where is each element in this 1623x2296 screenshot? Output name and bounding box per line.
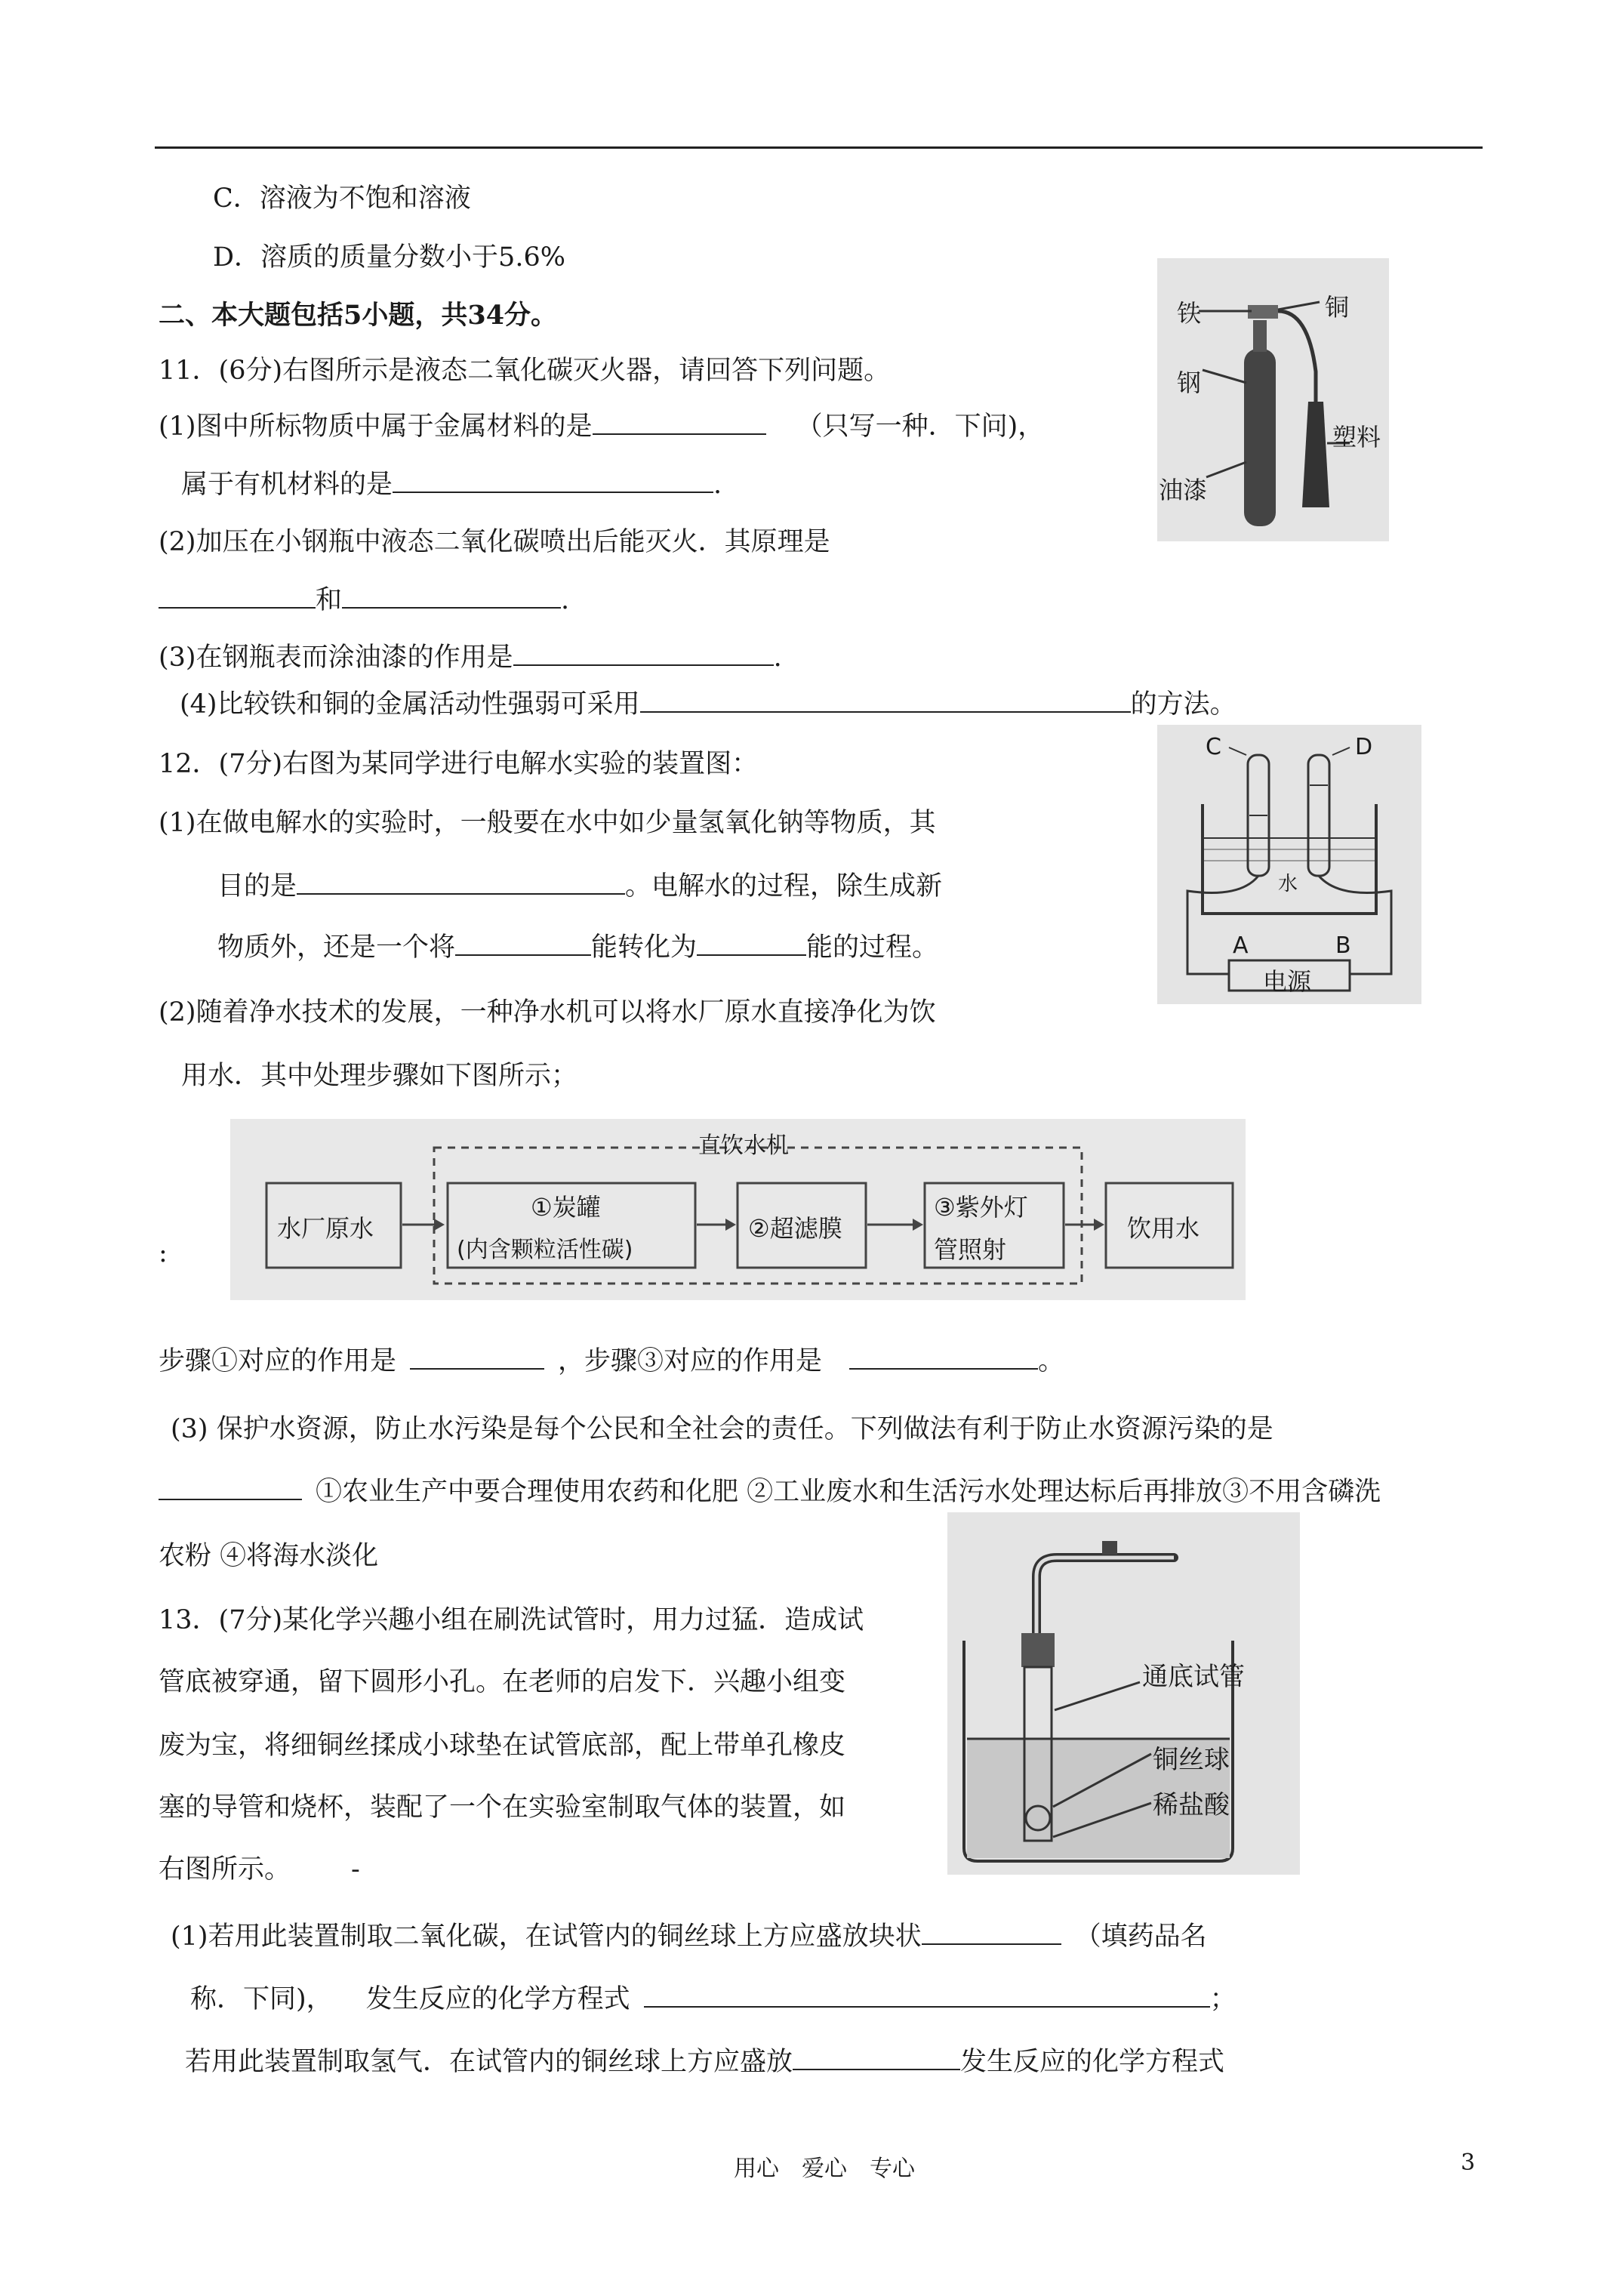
section-heading: 二、本大题包括5小题，共34分。 xyxy=(159,300,558,331)
q12-part1-purpose xyxy=(217,865,942,903)
gas-generator-figure xyxy=(947,1512,1300,1875)
q13-hydrogen-text: 若用此装置制取氢气．在试管内的铜丝球上方应盛放 xyxy=(185,2047,793,2077)
q13-part1 xyxy=(171,1915,1207,1953)
answer-blank[interactable] xyxy=(410,1345,544,1370)
q12-steps xyxy=(159,1340,1064,1378)
answer-blank[interactable] xyxy=(793,2046,960,2070)
q11-organic-end: . xyxy=(713,470,722,500)
q12-purpose-text: 目的是 xyxy=(217,871,297,901)
answer-blank[interactable] xyxy=(922,1921,1061,1945)
flow-step3-note: 管照射 xyxy=(934,1235,1007,1264)
q10-option-c: C．溶液为不饱和溶液 xyxy=(213,183,471,214)
flow-colon: : xyxy=(159,1238,168,1268)
fire-extinguisher-figure xyxy=(1157,258,1389,541)
label-d: D xyxy=(1355,734,1373,760)
answer-blank[interactable] xyxy=(593,411,766,435)
q13-part1-text: (1)若用此装置制取二氧化碳，在试管内的铜丝球上方应盛放块状 xyxy=(171,1922,922,1952)
answer-blank[interactable] xyxy=(644,1983,1210,2008)
q11-part4-text: (4)比较铁和铜的金属活动性强弱可采用 xyxy=(180,689,640,720)
q12-part3-options-end: 农粉 ④将海水淡化 xyxy=(159,1541,379,1571)
q13-dash: - xyxy=(351,1854,360,1885)
q13-part1-equation xyxy=(190,1978,1236,2016)
q12-energy-end: 能的过程。 xyxy=(806,932,939,963)
label-power: 电源 xyxy=(1263,967,1312,996)
q12-part3: (3) 保护水资源，防止水污染是每个公民和全社会的责任。下列做法有利于防止水资源污染的是 xyxy=(171,1414,1273,1444)
label-water: 水 xyxy=(1278,873,1298,895)
flow-step1-note: (内含颗粒活性碳) xyxy=(457,1237,633,1263)
answer-blank[interactable] xyxy=(455,932,591,956)
label-c: C xyxy=(1206,734,1221,760)
q12-part3-options xyxy=(159,1471,1381,1509)
label-copper-ball: 铜丝球 xyxy=(1153,1745,1230,1775)
q11-part3 xyxy=(159,636,782,674)
q13-line3: 废为宝，将细铜丝揉成小球垫在试管底部，配上带单孔橡皮 xyxy=(159,1730,846,1761)
label-a: A xyxy=(1233,932,1249,959)
q13-part1-hydrogen xyxy=(185,2041,1224,2079)
q13-line1: 13．(7分)某化学兴趣小组在刷洗试管时，用力过猛．造成试 xyxy=(159,1605,864,1635)
q11-part2-end: . xyxy=(561,585,570,615)
answer-blank[interactable] xyxy=(159,584,316,609)
label-dilute-hcl: 稀盐酸 xyxy=(1153,1790,1230,1820)
q12-step-a: 步骤①对应的作用是 xyxy=(159,1346,397,1376)
q11-part1-organic xyxy=(181,464,722,501)
q13-hydrogen-tail: 发生反应的化学方程式 xyxy=(960,2047,1225,2077)
answer-blank[interactable] xyxy=(159,1476,302,1500)
answer-blank[interactable] xyxy=(342,584,561,609)
label-steel: 钢 xyxy=(1177,368,1202,397)
q12-stem: 12．(7分)右图为某同学进行电解水实验的装置图： xyxy=(159,749,759,779)
flow-raw-water: 水厂原水 xyxy=(277,1214,374,1243)
q12-part1-energy xyxy=(217,926,938,964)
q11-part2-answers xyxy=(159,579,569,617)
q12-part2: (2)随着净水技术的发展，一种净水机可以将水厂原水直接净化为饮 xyxy=(159,997,936,1028)
q11-organic-text: 属于有机材料的是 xyxy=(181,470,393,500)
answer-blank[interactable] xyxy=(513,642,774,666)
flow-group-label: 直饮水机 xyxy=(698,1133,789,1159)
electrolysis-figure xyxy=(1157,725,1421,1004)
header-rule xyxy=(155,146,1483,149)
label-plastic: 塑料 xyxy=(1332,423,1381,451)
label-b: B xyxy=(1335,932,1351,959)
q12-step-end: 。 xyxy=(1038,1346,1065,1376)
label-copper: 铜 xyxy=(1325,293,1350,322)
q13-line5 xyxy=(159,1848,360,1886)
q13-line4: 塞的导管和烧杯，装配了一个在实验室制取气体的装置，如 xyxy=(159,1792,846,1823)
q13-line2: 管底被穿通，留下圆形小孔。在老师的启发下．兴趣小组变 xyxy=(159,1667,846,1697)
q12-energy-text: 物质外，还是一个将 xyxy=(217,932,456,963)
answer-blank[interactable] xyxy=(297,871,625,895)
q11-part1-text: (1)图中所标物质中属于金属材料的是 xyxy=(159,411,593,442)
cylinder-shape xyxy=(1244,349,1276,526)
footer-motto: 用心 爱心 专心 xyxy=(734,2156,915,2182)
flow-drinking-water: 饮用水 xyxy=(1127,1214,1200,1243)
answer-blank[interactable] xyxy=(697,932,806,956)
q11-part1 xyxy=(159,405,1044,443)
q12-options-text: ①农业生产中要合理使用农药和化肥 ②工业废水和生活污水处理达标后再排放③不用含磷洗 xyxy=(316,1477,1381,1507)
q12-part1: (1)在做电解水的实验时，一般要在水中如少量氢氧化钠等物质，其 xyxy=(159,808,936,838)
q12-energy-mid: 能转化为 xyxy=(591,932,698,963)
q13-equation-end: ； xyxy=(1209,1984,1236,2014)
page-number: 3 xyxy=(1461,2150,1476,2176)
q10-option-d: D．溶质的质量分数小于5.6% xyxy=(213,242,565,273)
flow-step1-title: ①炭罐 xyxy=(531,1193,601,1222)
answer-blank[interactable] xyxy=(393,469,713,493)
q11-part3-end: . xyxy=(773,643,782,673)
q12-step-b: ，步骤③对应的作用是 xyxy=(558,1346,823,1376)
q11-part2: (2)加压在小钢瓶中液态二氧化碳喷出后能灭火．其原理是 xyxy=(159,527,830,557)
label-paint: 油漆 xyxy=(1159,476,1208,504)
q13-name-note: 称．下同)， xyxy=(190,1984,333,2014)
q11-part4 xyxy=(180,683,1236,721)
q12-part2-b: 用水．其中处理步骤如下图所示； xyxy=(181,1061,578,1091)
q11-part1-note: （只写一种．下问)， xyxy=(796,411,1045,442)
q11-part3-text: (3)在钢瓶表而涂油漆的作用是 xyxy=(159,643,513,673)
q13-equation-text: 发生反应的化学方程式 xyxy=(365,1984,630,2014)
q11-and: 和 xyxy=(316,585,343,615)
answer-blank[interactable] xyxy=(640,689,1131,713)
q11-stem: 11．(6分)右图所示是液态二氧化碳灭火器，请回答下列问题。 xyxy=(159,356,891,386)
q12-purpose-tail: 。电解水的过程，除生成新 xyxy=(625,871,943,901)
water-purifier-flow xyxy=(230,1119,1246,1300)
label-open-tube: 通底试管 xyxy=(1142,1662,1245,1692)
label-iron: 铁 xyxy=(1177,299,1202,328)
q13-part1-note: （填药品名 xyxy=(1074,1922,1207,1952)
q11-part4-end: 的方法。 xyxy=(1130,689,1236,720)
q13-line5-text: 右图所示。 xyxy=(159,1854,291,1885)
flow-step3-title: ③紫外灯 xyxy=(934,1193,1028,1222)
answer-blank[interactable] xyxy=(849,1345,1038,1370)
flow-step2: ②超滤膜 xyxy=(748,1214,842,1243)
